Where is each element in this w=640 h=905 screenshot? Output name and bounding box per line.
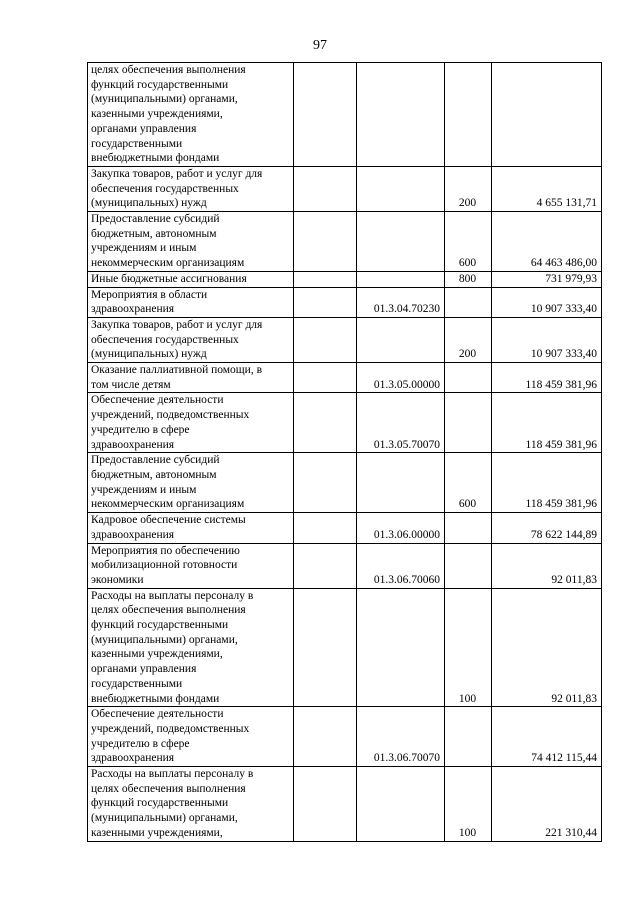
expense-name-line: учреждениям и иным bbox=[91, 242, 197, 255]
expense-name-line: органами управления bbox=[91, 122, 197, 135]
expense-name-line: обеспечения государственных bbox=[91, 333, 239, 346]
expense-name-cell bbox=[88, 317, 294, 362]
expense-name-line: функций государственными bbox=[91, 78, 229, 91]
expense-name-line: целях обеспечения выполнения bbox=[91, 604, 246, 617]
expense-name-cell bbox=[88, 707, 294, 767]
expense-type-cell: 100 bbox=[445, 588, 492, 707]
table-row bbox=[88, 271, 602, 287]
table-row bbox=[88, 393, 602, 453]
target-article-cell: 01.3.04.70230 bbox=[357, 287, 445, 317]
target-article-cell bbox=[357, 271, 445, 287]
expense-name-line: учредителю в сфере bbox=[91, 737, 190, 750]
expense-name-line: (муниципальными) органами, bbox=[91, 812, 238, 825]
expense-type-cell bbox=[445, 363, 492, 393]
expense-name-cell bbox=[88, 393, 294, 453]
expense-name-line: Закупка товаров, работ и услуг для bbox=[91, 167, 263, 180]
table-row bbox=[88, 212, 602, 272]
expense-name-line: некоммерческим организациям bbox=[91, 257, 245, 270]
target-article-cell bbox=[357, 63, 445, 167]
expense-name-line: Мероприятия по обеспечению bbox=[91, 544, 240, 557]
target-article-cell bbox=[357, 453, 445, 513]
amount-cell bbox=[492, 63, 602, 167]
expense-name-cell bbox=[88, 63, 294, 167]
empty-cell bbox=[294, 212, 357, 272]
table-row bbox=[88, 513, 602, 543]
table-row bbox=[88, 63, 602, 167]
expense-name-cell bbox=[88, 212, 294, 272]
expense-name-line: казенными учреждениями, bbox=[91, 108, 223, 121]
expense-type-cell bbox=[445, 513, 492, 543]
page-number: 97 bbox=[313, 38, 327, 53]
target-article-cell bbox=[357, 212, 445, 272]
empty-cell bbox=[294, 767, 357, 842]
expense-name-line: (муниципальных) нужд bbox=[91, 197, 207, 210]
expense-name-cell bbox=[88, 543, 294, 588]
expense-name-line: Оказание паллиативной помощи, в bbox=[91, 364, 263, 377]
expense-name-line: функций государственными bbox=[91, 619, 229, 632]
target-article-cell bbox=[357, 317, 445, 362]
amount-cell: 118 459 381,96 bbox=[492, 363, 602, 393]
budget-table-body bbox=[88, 63, 602, 842]
table-row bbox=[88, 287, 602, 317]
amount-cell: 4 655 131,71 bbox=[492, 166, 602, 211]
expense-type-cell bbox=[445, 543, 492, 588]
amount-cell: 118 459 381,96 bbox=[492, 453, 602, 513]
amount-cell: 64 463 486,00 bbox=[492, 212, 602, 272]
expense-name-line: внебюджетными фондами bbox=[91, 692, 220, 705]
expense-name-line: Предоставление субсидий bbox=[91, 213, 220, 226]
budget-table bbox=[87, 62, 602, 842]
expense-type-cell bbox=[445, 393, 492, 453]
expense-name-line: внебюджетными фондами bbox=[91, 152, 220, 165]
expense-name-line: целях обеспечения выполнения bbox=[91, 782, 246, 795]
expense-name-line: учреждений, подведомственных bbox=[91, 409, 250, 422]
empty-cell bbox=[294, 63, 357, 167]
expense-name-line: бюджетным, автономным bbox=[91, 468, 217, 481]
empty-cell bbox=[294, 513, 357, 543]
amount-cell: 92 011,83 bbox=[492, 588, 602, 707]
amount-cell: 74 412 115,44 bbox=[492, 707, 602, 767]
expense-type-cell: 200 bbox=[445, 166, 492, 211]
expense-name-line: Предоставление субсидий bbox=[91, 454, 220, 467]
expense-name-line: органами управления bbox=[91, 663, 197, 676]
target-article-cell: 01.3.06.70070 bbox=[357, 707, 445, 767]
table-row bbox=[88, 588, 602, 707]
empty-cell bbox=[294, 271, 357, 287]
expense-name-line: Расходы на выплаты персоналу в bbox=[91, 589, 254, 602]
target-article-cell: 01.3.06.70060 bbox=[357, 543, 445, 588]
expense-name-line: здравоохранения bbox=[91, 528, 175, 541]
expense-name-line: (муниципальных) нужд bbox=[91, 348, 207, 361]
target-article-cell bbox=[357, 588, 445, 707]
expense-name-line: казенными учреждениями, bbox=[91, 826, 223, 839]
expense-name-line: Расходы на выплаты персоналу в bbox=[91, 768, 254, 781]
expense-name-line: функций государственными bbox=[91, 797, 229, 810]
target-article-cell: 01.3.05.70070 bbox=[357, 393, 445, 453]
table-row bbox=[88, 767, 602, 842]
expense-name-line: Обеспечение деятельности bbox=[91, 708, 224, 721]
expense-name-line: целях обеспечения выполнения bbox=[91, 64, 246, 76]
expense-name-cell bbox=[88, 271, 294, 287]
table-row bbox=[88, 707, 602, 767]
expense-name-line: Иные бюджетные ассигнования bbox=[91, 272, 247, 285]
expense-name-cell bbox=[88, 287, 294, 317]
empty-cell bbox=[294, 287, 357, 317]
expense-name-line: Мероприятия в области bbox=[91, 288, 208, 301]
expense-type-cell bbox=[445, 63, 492, 167]
amount-cell: 78 622 144,89 bbox=[492, 513, 602, 543]
amount-cell: 221 310,44 bbox=[492, 767, 602, 842]
table-row bbox=[88, 543, 602, 588]
expense-type-cell bbox=[445, 707, 492, 767]
expense-type-cell: 600 bbox=[445, 212, 492, 272]
expense-name-cell bbox=[88, 453, 294, 513]
table-row bbox=[88, 453, 602, 513]
expense-name-line: (муниципальными) органами, bbox=[91, 93, 238, 106]
expense-name-line: здравоохранения bbox=[91, 752, 175, 765]
expense-name-line: (муниципальными) органами, bbox=[91, 633, 238, 646]
expense-name-line: учредителю в сфере bbox=[91, 423, 190, 436]
expense-type-cell: 100 bbox=[445, 767, 492, 842]
amount-cell: 731 979,93 bbox=[492, 271, 602, 287]
expense-type-cell: 800 bbox=[445, 271, 492, 287]
empty-cell bbox=[294, 543, 357, 588]
empty-cell bbox=[294, 363, 357, 393]
table-row bbox=[88, 166, 602, 211]
expense-name-line: обеспечения государственных bbox=[91, 182, 239, 195]
expense-name-line: Обеспечение деятельности bbox=[91, 394, 224, 407]
expense-name-line: бюджетным, автономным bbox=[91, 227, 217, 240]
expense-name-line: Закупка товаров, работ и услуг для bbox=[91, 318, 263, 331]
empty-cell bbox=[294, 317, 357, 362]
table-row bbox=[88, 317, 602, 362]
amount-cell: 10 907 333,40 bbox=[492, 317, 602, 362]
expense-name-line: Кадровое обеспечение системы bbox=[91, 514, 246, 527]
expense-name-cell bbox=[88, 363, 294, 393]
expense-name-line: государственными bbox=[91, 677, 183, 690]
amount-cell: 118 459 381,96 bbox=[492, 393, 602, 453]
expense-name-line: некоммерческим организациям bbox=[91, 498, 245, 511]
expense-type-cell: 600 bbox=[445, 453, 492, 513]
empty-cell bbox=[294, 453, 357, 513]
expense-name-line: учреждениям и иным bbox=[91, 483, 197, 496]
empty-cell bbox=[294, 707, 357, 767]
expense-name-cell bbox=[88, 513, 294, 543]
amount-cell: 92 011,83 bbox=[492, 543, 602, 588]
amount-cell: 10 907 333,40 bbox=[492, 287, 602, 317]
empty-cell bbox=[294, 588, 357, 707]
expense-name-cell bbox=[88, 166, 294, 211]
expense-name-cell bbox=[88, 588, 294, 707]
expense-name-cell bbox=[88, 767, 294, 842]
expense-name-line: учреждений, подведомственных bbox=[91, 722, 250, 735]
target-article-cell: 01.3.06.00000 bbox=[357, 513, 445, 543]
expense-name-line: государственными bbox=[91, 137, 183, 150]
target-article-cell bbox=[357, 767, 445, 842]
empty-cell bbox=[294, 166, 357, 211]
expense-name-line: том числе детям bbox=[91, 378, 171, 391]
empty-cell bbox=[294, 393, 357, 453]
target-article-cell: 01.3.05.00000 bbox=[357, 363, 445, 393]
table-row bbox=[88, 363, 602, 393]
expense-name-line: казенными учреждениями, bbox=[91, 648, 223, 661]
expense-type-cell bbox=[445, 287, 492, 317]
expense-name-line: экономики bbox=[91, 573, 144, 586]
expense-name-line: здравоохранения bbox=[91, 303, 175, 316]
target-article-cell bbox=[357, 166, 445, 211]
expense-name-line: мобилизационной готовности bbox=[91, 559, 238, 572]
expense-type-cell: 200 bbox=[445, 317, 492, 362]
expense-name-line: здравоохранения bbox=[91, 438, 175, 451]
